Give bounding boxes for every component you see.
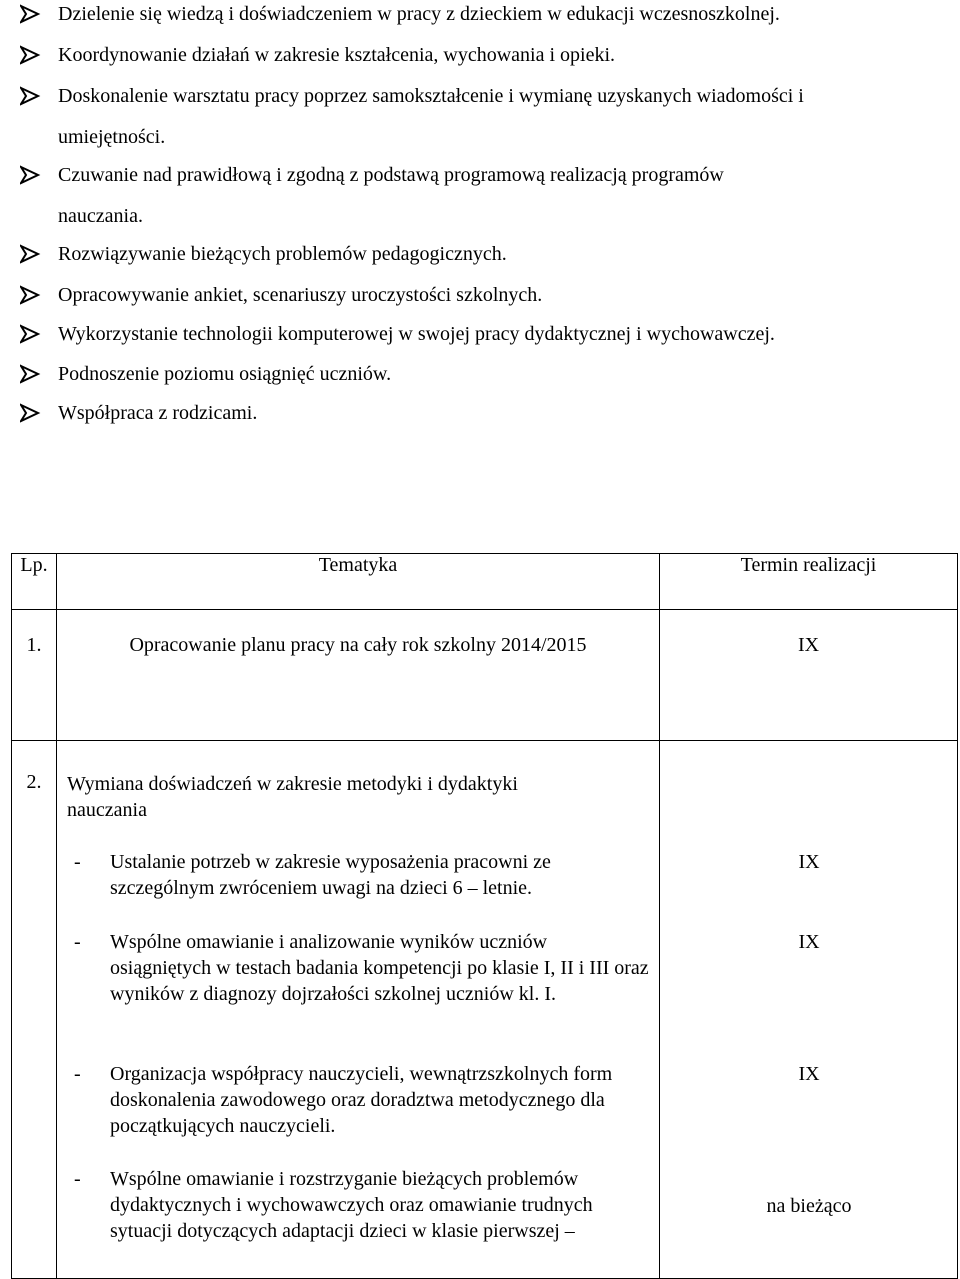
sub-item-term: IX xyxy=(798,931,820,953)
row-lp: 2. xyxy=(12,741,57,1279)
arrow-bullet-icon xyxy=(20,165,42,185)
dash-bullet: - xyxy=(74,1063,81,1085)
dash-bullet: - xyxy=(74,931,81,953)
sub-item-term: IX xyxy=(798,851,820,873)
arrow-bullet-icon xyxy=(20,4,42,24)
arrow-bullet-icon xyxy=(20,244,42,264)
bullet-text: Wykorzystanie technologii komputerowej w swojej pracy dydaktycznej i wychowawczej. xyxy=(58,323,775,345)
bullet-text: Współpraca z rodzicami. xyxy=(58,402,258,424)
header-term: Termin realizacji xyxy=(660,554,958,610)
bullet-text: Koordynowanie działań w zakresie kształcenia, wychowania i opieki. xyxy=(58,44,616,66)
arrow-bullet-icon xyxy=(20,86,42,106)
bullet-text: Rozwiązywanie bieżących problemów pedagogicznych. xyxy=(58,243,507,265)
arrow-bullet-icon xyxy=(20,285,42,305)
row-lp: 1. xyxy=(12,610,57,741)
bullet-text: Dzielenie się wiedzą i doświadczeniem w pracy z dzieckiem w edukacji wczesnoszkolnej. xyxy=(58,3,780,25)
table-row xyxy=(12,610,958,741)
arrow-bullet-icon xyxy=(20,403,42,423)
row-term-cell xyxy=(660,741,958,1279)
arrow-bullet-icon xyxy=(20,324,42,344)
bullet-text: Doskonalenie warsztatu pracy poprzez samokształcenie i wymianę uzyskanych wiadomości i xyxy=(58,85,804,107)
sub-item-text: Organizacja współpracy nauczycieli, wewnątrzszkolnych form doskonalenia zawodowego oraz doradztwa metodycznego dla początkujących nauczycieli. xyxy=(110,1063,613,1137)
bullet-text: Opracowywanie ankiet, scenariuszy uroczystości szkolnych. xyxy=(58,284,543,306)
arrow-bullet-icon xyxy=(20,364,42,384)
arrow-bullet-icon xyxy=(20,45,42,65)
row-topic: Opracowanie planu pracy na cały rok szkolny 2014/2015 xyxy=(57,610,660,741)
header-topic: Tematyka xyxy=(57,554,660,610)
row-term: IX xyxy=(660,610,958,741)
sub-item-term: IX xyxy=(798,1063,820,1085)
plan-table xyxy=(11,553,958,1279)
sub-item-text: Wspólne omawianie i analizowanie wyników uczniów osiągniętych w testach badania kompetencji po klasie I, II i III oraz wyników z diagnozy dojrzałości szkolnej uczniów kl. I. xyxy=(110,931,649,1005)
sub-item-text: Wspólne omawianie i rozstrzyganie bieżących problemów dydaktycznych i wychowawczych oraz omawianie trudnych sytuacji dotyczących adaptacji dzieci w klasie pierwszej – xyxy=(110,1168,593,1242)
sub-item-text: Ustalanie potrzeb w zakresie wyposażenia pracowni ze szczególnym zwróceniem uwagi na dzieci 6 – letnie. xyxy=(110,851,551,899)
bullet-text-continuation: umiejętności. xyxy=(58,126,166,148)
row-topic-line: nauczania xyxy=(67,799,147,821)
row-topic-line: Wymiana doświadczeń w zakresie metodyki i dydaktyki xyxy=(67,773,518,795)
row-topic xyxy=(67,771,518,823)
dash-bullet: - xyxy=(74,1168,81,1190)
header-lp: Lp. xyxy=(12,554,57,610)
sub-item-term: na bieżąco xyxy=(766,1195,852,1217)
row-topic-cell xyxy=(57,741,660,1279)
bullet-text-continuation: nauczania. xyxy=(58,205,143,227)
dash-bullet: - xyxy=(74,851,81,873)
table-header-row xyxy=(12,554,958,610)
bullet-text: Podnoszenie poziomu osiągnięć uczniów. xyxy=(58,363,392,385)
bullet-text: Czuwanie nad prawidłową i zgodną z podstawą programową realizacją programów xyxy=(58,164,724,186)
table-row xyxy=(12,741,958,1279)
